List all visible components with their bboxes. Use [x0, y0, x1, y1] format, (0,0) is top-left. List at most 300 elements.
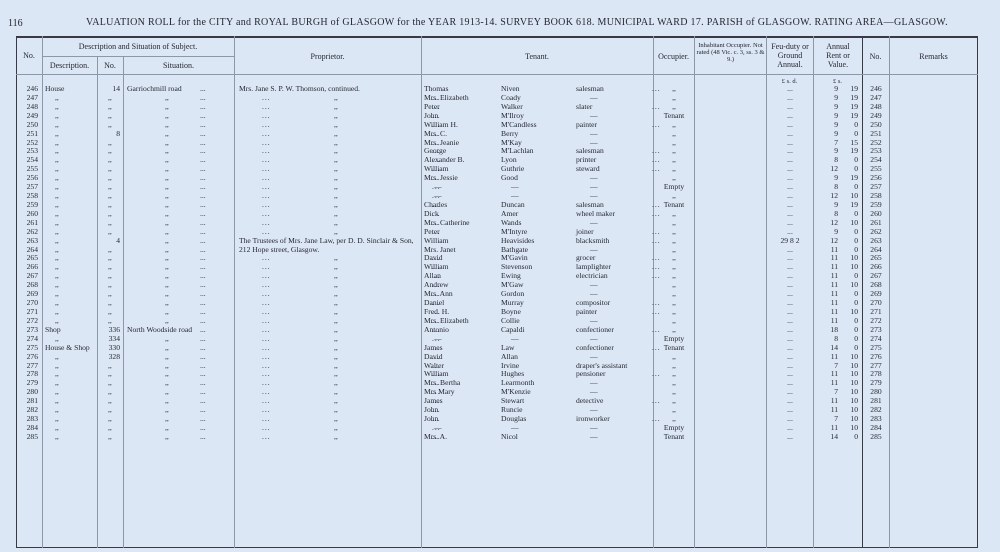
- entry-no: 252: [26, 137, 38, 147]
- tenant-first-name: Daniel: [424, 298, 445, 308]
- occupier: ,,: [672, 137, 676, 147]
- rent-pounds: 9: [834, 101, 838, 111]
- description: ,,: [55, 315, 59, 325]
- street-number: 330: [108, 342, 120, 352]
- street-number: 328: [108, 351, 120, 361]
- rent-shillings: 0: [854, 315, 858, 325]
- street-number: 334: [108, 333, 120, 343]
- proprietor: ... ,, ...: [334, 146, 354, 155]
- feu-duty: ...: [787, 271, 793, 281]
- tenant-first-name: Mrs. Janet: [424, 244, 456, 254]
- leader-dots: ...: [200, 173, 206, 183]
- feu-duty: ...: [787, 422, 793, 432]
- table-row: [0, 369, 1000, 378]
- street-number: ,,: [108, 298, 112, 308]
- proprietor: ... ,, ...: [334, 378, 354, 387]
- entry-no: 276: [26, 351, 38, 361]
- street-number: ,,: [108, 199, 112, 209]
- tenant-first-name: George: [424, 146, 447, 156]
- occupier: ,,: [672, 191, 676, 201]
- leader-dots: ...: [200, 244, 206, 254]
- entry-no-right: 278: [870, 369, 882, 379]
- description: ,,: [55, 262, 59, 272]
- table-row: [0, 334, 1000, 343]
- entry-no: 254: [26, 155, 38, 165]
- page-number: 116: [8, 18, 23, 29]
- tenant-first-name: David: [424, 351, 443, 361]
- description: ,,: [55, 92, 59, 102]
- table-row: [0, 414, 1000, 423]
- street-number: ,,: [108, 315, 112, 325]
- entry-no-right: 273: [870, 324, 882, 334]
- table-row: [0, 298, 1000, 307]
- leader-dots: ...: [200, 414, 206, 424]
- table-row: [0, 387, 1000, 396]
- tenant-surname: M'Lachlan: [501, 146, 534, 156]
- feu-duty: ...: [787, 414, 793, 424]
- tenant-occupation: draper's assistant: [576, 360, 628, 370]
- entry-no: 267: [26, 271, 38, 281]
- occupier: ,,: [672, 253, 676, 263]
- street-number: ,,: [108, 289, 112, 299]
- tenant-occupation: electrician ...: [576, 271, 646, 280]
- rent-shillings: 0: [854, 182, 858, 192]
- entry-no: 246: [26, 84, 38, 93]
- rent-shillings: 0: [854, 333, 858, 343]
- tenant-occupation: detective ...: [576, 396, 646, 405]
- situation: ,,: [165, 342, 169, 352]
- entry-no-right: 281: [870, 396, 882, 406]
- entry-no: 279: [26, 378, 38, 388]
- proprietor: ... ,, ...: [334, 343, 354, 352]
- header-description: Description.: [49, 61, 90, 70]
- situation: ,,: [165, 298, 169, 308]
- rent-pounds: 9: [834, 119, 838, 129]
- situation: ,,: [165, 271, 169, 281]
- entry-no-right: 258: [870, 191, 882, 201]
- leader-dots: ...: [200, 431, 206, 441]
- street-number: ,,: [108, 396, 112, 406]
- description: ,,: [55, 119, 59, 129]
- description: ,,: [55, 137, 59, 147]
- tenant-first-name: William: [424, 369, 449, 379]
- street-number: ,,: [108, 307, 112, 316]
- tenant-surname: Murray: [501, 298, 524, 308]
- occupier: ,,: [672, 405, 676, 415]
- rent-shillings: 10: [850, 191, 858, 201]
- rent-pounds: 7: [834, 360, 838, 370]
- occupier: ,,: [672, 351, 676, 361]
- entry-no: 261: [26, 217, 38, 227]
- tenant-occupation: wheel maker ...: [576, 209, 646, 218]
- rent-shillings: 0: [854, 128, 858, 138]
- proprietor: ... ,, ...: [334, 182, 354, 191]
- proprietor: ... ,, ...: [334, 93, 354, 102]
- tenant-first-name: Mrs. Ann: [424, 289, 453, 299]
- rent-shillings: 0: [854, 298, 858, 308]
- rent-shillings: 0: [854, 235, 858, 245]
- street-number: ,,: [108, 92, 112, 102]
- leader-dots: ...: [200, 315, 206, 325]
- feu-duty: ...: [787, 92, 793, 102]
- description: ,,: [55, 271, 59, 281]
- description: ,,: [55, 164, 59, 174]
- proprietor: ... ,, ...: [334, 120, 354, 129]
- proprietor: ... ,, ...: [334, 227, 354, 236]
- situation: ,,: [165, 307, 169, 316]
- situation: ,,: [165, 226, 169, 236]
- header-desc-group: Description and Situation of Subject.: [78, 42, 198, 51]
- tenant-first-name: —: [434, 333, 442, 343]
- tenant-surname: Irvine: [501, 360, 520, 370]
- feu-duty: ...: [787, 244, 793, 254]
- occupier: ,,: [672, 369, 676, 379]
- table-row: [0, 84, 1000, 93]
- rent-pounds: 12: [830, 235, 838, 245]
- situation: ,,: [165, 128, 169, 138]
- street-number: ,,: [108, 405, 112, 415]
- rent-shillings: 19: [850, 110, 858, 120]
- tenant-surname: M'Gavin: [501, 253, 528, 263]
- entry-no: 269: [26, 289, 38, 299]
- street-number: ,,: [108, 271, 112, 281]
- tenant-occupation: —: [590, 387, 598, 397]
- street-number: ,,: [108, 164, 112, 174]
- occupier: ,,: [672, 128, 676, 138]
- situation: ,,: [165, 431, 169, 441]
- tenant-surname: Stewart: [501, 396, 525, 406]
- entry-no-right: 285: [870, 431, 882, 441]
- tenant-surname: —: [511, 182, 519, 192]
- tenant-surname: Runcie: [501, 405, 523, 415]
- leader-dots: ...: [200, 360, 206, 370]
- occupier: Tenant: [663, 199, 685, 209]
- rent-shillings: 19: [850, 146, 858, 156]
- entry-no-right: 264: [870, 244, 882, 254]
- feu-duty: ...: [787, 173, 793, 183]
- feu-duty: ...: [787, 289, 793, 299]
- entry-no: 256: [26, 173, 38, 183]
- entry-no-right: 246: [870, 84, 882, 93]
- situation: ,,: [165, 315, 169, 325]
- table-row: [0, 245, 1000, 254]
- tenant-first-name: James: [424, 396, 443, 406]
- entry-no-right: 252: [870, 137, 882, 147]
- header-remarks: Remarks: [919, 52, 948, 61]
- entry-no-right: 262: [870, 226, 882, 236]
- occupier: Empty: [663, 182, 685, 192]
- situation: ,,: [165, 110, 169, 120]
- description: ,,: [55, 351, 59, 361]
- tenant-surname: Walker: [501, 101, 523, 111]
- rent-shillings: 19: [850, 92, 858, 102]
- leader-dots: ...: [200, 84, 206, 93]
- table-row: [0, 307, 1000, 316]
- rent-pounds: 11: [830, 280, 838, 290]
- street-number: ,,: [108, 182, 112, 192]
- tenant-occupation: ironworker ...: [576, 414, 646, 423]
- tenant-surname: Stevenson: [501, 262, 533, 272]
- table-row: [0, 343, 1000, 352]
- leader-dots: ...: [200, 226, 206, 236]
- table-row: [0, 316, 1000, 325]
- tenant-surname: Collie: [501, 315, 520, 325]
- feu-duty: ...: [787, 199, 793, 209]
- tenant-occupation: salesman ...: [576, 146, 646, 155]
- proprietor: ... ,, ...: [334, 280, 354, 289]
- tenant-occupation: —: [590, 351, 598, 361]
- rent-shillings: 0: [854, 208, 858, 218]
- tenant-occupation: painter ...: [576, 307, 646, 316]
- entry-no-right: 274: [870, 333, 882, 343]
- feu-duty: ...: [787, 351, 793, 361]
- rent-shillings: 10: [850, 360, 858, 370]
- entry-no-right: 277: [870, 360, 882, 370]
- entry-no: 282: [26, 405, 38, 415]
- table-row: [0, 138, 1000, 147]
- tenant-occupation: —: [590, 137, 598, 147]
- feu-duty: ...: [787, 378, 793, 388]
- proprietor: ... ,, ...: [334, 191, 354, 200]
- tenant-occupation: pensioner ...: [576, 369, 646, 378]
- occupier: ,,: [672, 324, 676, 334]
- street-number: ,,: [108, 137, 112, 147]
- leader-dots: ...: [200, 119, 206, 129]
- tenant-first-name: Peter: [424, 101, 440, 111]
- leader-dots: ...: [200, 289, 206, 299]
- tenant-first-name: Allan: [424, 271, 441, 281]
- rent-pounds: 7: [834, 387, 838, 397]
- tenant-first-name: Mrs. Jessie: [424, 173, 458, 183]
- entry-no-right: 275: [870, 342, 882, 352]
- entry-no-right: 247: [870, 92, 882, 102]
- leader-dots: ...: [200, 182, 206, 192]
- tenant-surname: M'Intyre: [501, 226, 528, 236]
- rent-pounds: 8: [834, 208, 838, 218]
- description: ,,: [55, 217, 59, 227]
- tenant-first-name: Thomas: [424, 84, 449, 93]
- description: ,,: [55, 307, 59, 316]
- table-row: [0, 227, 1000, 236]
- table-row: [0, 218, 1000, 227]
- leader-dots: ...: [200, 199, 206, 209]
- entry-no-right: 272: [870, 315, 882, 325]
- rent-pounds: 18: [830, 324, 838, 334]
- rent-pounds: 11: [830, 289, 838, 299]
- occupier: ,,: [672, 244, 676, 254]
- rent-pounds: 11: [830, 244, 838, 254]
- description: ,,: [55, 289, 59, 299]
- tenant-first-name: Mrs. Jeanie: [424, 137, 460, 147]
- tenant-first-name: John: [424, 405, 439, 415]
- feu-duty: ...: [787, 84, 793, 93]
- rent-shillings: 10: [850, 369, 858, 379]
- feu-duty: ...: [787, 101, 793, 111]
- entry-no-right: 271: [870, 307, 882, 316]
- situation: ,,: [165, 155, 169, 165]
- rent-pounds: 12: [830, 164, 838, 174]
- tenant-surname: Guthrie: [501, 164, 525, 174]
- tenant-first-name: William: [424, 262, 449, 272]
- situation: ,,: [165, 422, 169, 432]
- leader-dots: ...: [200, 396, 206, 406]
- entry-no: 266: [26, 262, 38, 272]
- feu-duty: ...: [787, 110, 793, 120]
- table-row: [0, 146, 1000, 155]
- leader-dots: ...: [200, 137, 206, 147]
- tenant-occupation: —: [590, 173, 598, 183]
- entry-no: 271: [26, 307, 38, 316]
- tenant-surname: Law: [501, 342, 515, 352]
- leader-dots: ...: [200, 253, 206, 263]
- rent-pounds: 11: [830, 307, 838, 316]
- entry-no: 250: [26, 119, 38, 129]
- rent-shillings: 10: [850, 414, 858, 424]
- feu-duty: ...: [787, 217, 793, 227]
- rent-pounds: 11: [830, 298, 838, 308]
- leader-dots: ...: [200, 191, 206, 201]
- table-row: [0, 129, 1000, 138]
- tenant-first-name: Antonio: [424, 324, 449, 334]
- entry-no-right: 256: [870, 173, 882, 183]
- tenant-occupation: —: [590, 422, 598, 432]
- table-row: [0, 164, 1000, 173]
- entry-no: 258: [26, 191, 38, 201]
- entry-no: 274: [26, 333, 38, 343]
- feu-duty: ...: [787, 146, 793, 156]
- street-number: ,,: [108, 208, 112, 218]
- rent-shillings: 10: [850, 378, 858, 388]
- occupier: ,,: [672, 271, 676, 281]
- entry-no-right: 283: [870, 414, 882, 424]
- tenant-first-name: Peter: [424, 226, 440, 236]
- rent-pounds: 11: [830, 378, 838, 388]
- occupier: ,,: [672, 307, 676, 316]
- tenant-occupation: —: [590, 431, 598, 441]
- rent-shillings: 0: [854, 119, 858, 129]
- tenant-occupation: joiner ...: [576, 227, 646, 236]
- tenant-first-name: Mrs. Elizabeth: [424, 92, 469, 102]
- proprietor: ... ,, ...: [334, 423, 354, 432]
- feu-duty: ...: [787, 324, 793, 334]
- situation: ,,: [165, 414, 169, 424]
- street-number: ,,: [108, 280, 112, 290]
- tenant-surname: Capaldi: [501, 324, 525, 334]
- street-number: ,,: [108, 155, 112, 165]
- rent-shillings: 0: [854, 164, 858, 174]
- table-row: [0, 191, 1000, 200]
- tenant-occupation: —: [590, 191, 598, 201]
- table-row: [0, 423, 1000, 432]
- entry-no-right: 259: [870, 199, 882, 209]
- situation: ,,: [165, 387, 169, 397]
- entry-no: 253: [26, 146, 38, 156]
- description: ,,: [55, 235, 59, 245]
- page-title: VALUATION ROLL for the CITY and ROYAL BURGH of GLASGOW for the YEAR 1913-14. SURVEY BOOK 618. MUNICIPAL WARD 17. PARISH of GLASGOW. RATING AREA—GLASGOW.: [86, 17, 948, 28]
- street-number: 336: [108, 324, 120, 334]
- street-number: 14: [112, 84, 120, 93]
- table-row: [0, 280, 1000, 289]
- description: ,,: [55, 244, 59, 254]
- occupier: ,,: [672, 101, 676, 111]
- occupier: Tenant: [663, 342, 685, 352]
- tenant-surname: M'Ilroy: [501, 110, 524, 120]
- tenant-occupation: slater ...: [576, 102, 646, 111]
- tenant-first-name: Mrs. A.: [424, 431, 447, 441]
- proprietor: ... ,, ...: [334, 164, 354, 173]
- street-number: ,,: [108, 191, 112, 201]
- description: House & Shop: [45, 342, 90, 352]
- proprietor: ... ,, ...: [334, 102, 354, 111]
- entry-no: 277: [26, 360, 38, 370]
- tenant-occupation: confectioner ...: [576, 325, 646, 334]
- tenant-surname: Lyon: [501, 155, 517, 165]
- entry-no: 247: [26, 92, 38, 102]
- description: ,,: [55, 369, 59, 379]
- occupier: ,,: [672, 173, 676, 183]
- table-row: [0, 200, 1000, 209]
- proprietor: ... ,, ...: [334, 262, 354, 271]
- rent-pounds: 7: [834, 137, 838, 147]
- feu-duty: ...: [787, 342, 793, 352]
- header-feu-duty: Feu-duty or Ground Annual.: [771, 42, 809, 69]
- street-number: ,,: [108, 431, 112, 441]
- rent-shillings: 10: [850, 262, 858, 272]
- feu-duty: ...: [787, 333, 793, 343]
- tenant-surname: M'Gaw: [501, 280, 524, 290]
- leader-dots: ...: [200, 342, 206, 352]
- tenant-surname: Ewing: [501, 271, 521, 281]
- tenant-surname: Berry: [501, 128, 519, 138]
- tenant-first-name: John: [424, 110, 439, 120]
- header-rule: [16, 74, 978, 75]
- situation: ,,: [165, 146, 169, 156]
- leader-dots: ...: [200, 378, 206, 388]
- leader-dots: ...: [200, 405, 206, 415]
- rent-shillings: 19: [850, 173, 858, 183]
- header-no: No.: [23, 51, 35, 60]
- street-number: ,,: [108, 378, 112, 388]
- tenant-occupation: painter ...: [576, 120, 646, 129]
- leader-dots: ...: [200, 164, 206, 174]
- tenant-occupation: —: [590, 128, 598, 138]
- entry-no: 270: [26, 298, 38, 308]
- tenant-first-name: Mrs. Elizabeth: [424, 315, 469, 325]
- situation: ,,: [165, 119, 169, 129]
- street-number: 4: [116, 235, 120, 245]
- entry-no: 251: [26, 128, 38, 138]
- rent-shillings: 0: [854, 271, 858, 281]
- leader-dots: ...: [200, 101, 206, 111]
- rent-shillings: 10: [850, 396, 858, 406]
- rent-pounds: 9: [834, 92, 838, 102]
- header-rule: [42, 56, 234, 57]
- situation: ,,: [165, 405, 169, 415]
- tenant-first-name: James: [424, 342, 443, 352]
- tenant-occupation: —: [590, 315, 598, 325]
- header-annual-rent: Annual Rent or Value.: [826, 42, 850, 69]
- table-row: [0, 432, 1000, 441]
- rent-shillings: 10: [850, 280, 858, 290]
- description: ,,: [55, 253, 59, 263]
- entry-no-right: 269: [870, 289, 882, 299]
- entry-no-right: 254: [870, 155, 882, 165]
- description: ,,: [55, 396, 59, 406]
- occupier: ,,: [672, 226, 676, 236]
- rent-shillings: 0: [854, 155, 858, 165]
- street-number: ,,: [108, 173, 112, 183]
- tenant-surname: Duncan: [501, 199, 525, 209]
